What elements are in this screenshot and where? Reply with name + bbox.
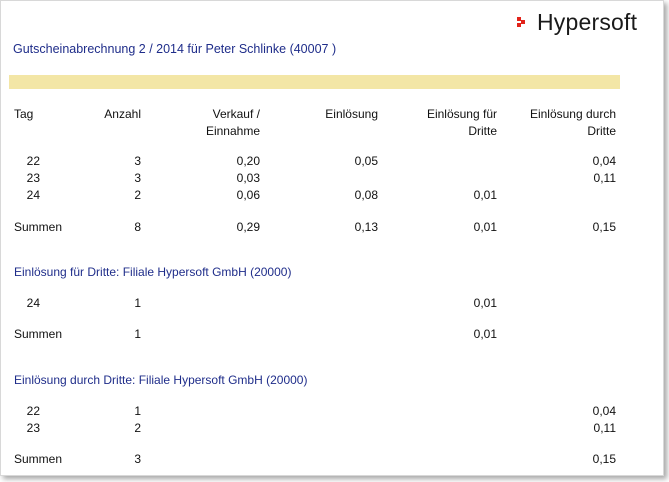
header-anzahl: Anzahl xyxy=(104,107,141,121)
sum-verkauf: 0,29 xyxy=(236,220,260,234)
header-tag: Tag xyxy=(14,107,34,121)
header-durch-line2: Dritte xyxy=(587,124,616,138)
sum-einloesung: 0,13 xyxy=(354,220,378,234)
cell-anzahl: 3 xyxy=(134,154,141,168)
cell-einloesung: 0,05 xyxy=(354,154,378,168)
sum-label: Summen xyxy=(14,220,63,234)
cell-tag: 23 xyxy=(26,171,40,185)
cell-durch: 0,04 xyxy=(592,154,616,168)
header-fuer-line1: Einlösung für xyxy=(426,107,497,121)
cell-anzahl: 1 xyxy=(134,296,141,310)
cell-fuer: 0,01 xyxy=(473,188,497,202)
sum-anzahl: 3 xyxy=(134,452,141,466)
cell-anzahl: 2 xyxy=(134,188,141,202)
cell-anzahl: 2 xyxy=(134,421,141,435)
cell-durch: 0,11 xyxy=(593,421,616,435)
cell-tag: 23 xyxy=(26,421,40,435)
hypersoft-logo xyxy=(517,9,637,35)
cell-tag: 24 xyxy=(26,296,40,310)
cell-tag: 22 xyxy=(26,404,40,418)
sum-durch: 0,15 xyxy=(592,220,616,234)
header-verkauf-line1: Verkauf / xyxy=(212,107,260,121)
sum-anzahl: 1 xyxy=(134,327,141,341)
section-title-fuer-dritte: Einlösung für Dritte: Filiale Hypersoft GmbH (20000) xyxy=(14,265,292,279)
header-einloesung: Einlösung xyxy=(325,107,378,121)
header-verkauf-line2: Einnahme xyxy=(205,124,260,138)
section-title-durch-dritte: Einlösung durch Dritte: Filiale Hypersoft GmbH (20000) xyxy=(14,373,308,387)
cell-verkauf: 0,03 xyxy=(236,171,260,185)
header-bar xyxy=(9,75,620,89)
cell-verkauf: 0,20 xyxy=(236,154,260,168)
sum-label: Summen xyxy=(14,452,63,466)
sum-durch: 0,15 xyxy=(592,452,616,466)
logo-text: Hypersoft xyxy=(537,8,638,35)
header-durch-line1: Einlösung durch xyxy=(529,107,616,121)
cell-anzahl: 1 xyxy=(134,404,141,418)
sum-label: Summen xyxy=(14,327,63,341)
cell-verkauf: 0,06 xyxy=(236,188,260,202)
report-title: Gutscheinabrechnung 2 / 2014 für Peter Schlinke (40007 ) xyxy=(13,42,337,56)
header-fuer-line2: Dritte xyxy=(468,124,497,138)
hypersoft-logo-icon xyxy=(517,15,531,29)
sum-fuer: 0,01 xyxy=(473,220,497,234)
cell-anzahl: 3 xyxy=(134,171,141,185)
cell-durch: 0,04 xyxy=(592,404,616,418)
cell-einloesung: 0,08 xyxy=(354,188,378,202)
cell-fuer: 0,01 xyxy=(473,296,497,310)
cell-tag: 24 xyxy=(26,188,40,202)
cell-durch: 0,11 xyxy=(593,171,616,185)
sum-fuer: 0,01 xyxy=(473,327,497,341)
cell-tag: 22 xyxy=(26,154,40,168)
sum-anzahl: 8 xyxy=(134,220,141,234)
